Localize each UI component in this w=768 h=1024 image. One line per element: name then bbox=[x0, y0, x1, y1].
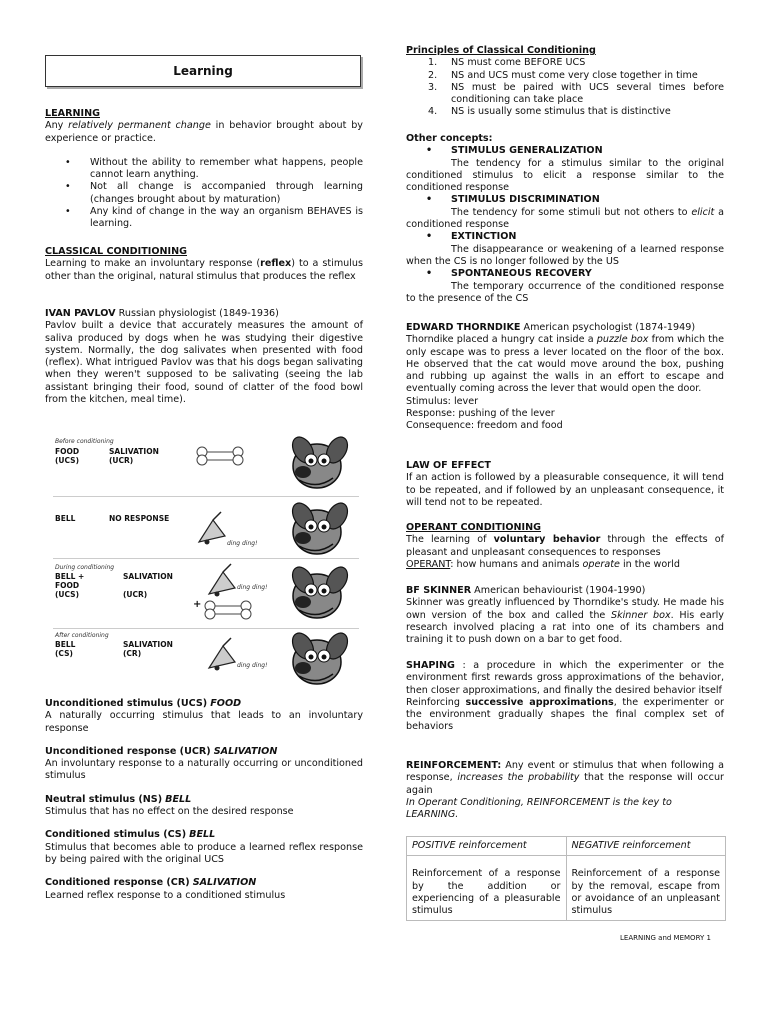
list-item: 1. NS must come BEFORE UCS bbox=[428, 57, 586, 69]
reinforcement-key: In Operant Conditioning, REINFORCEMENT is the key to LEARNING. bbox=[406, 796, 672, 821]
reinforcement-table bbox=[406, 836, 726, 921]
page-title: Learning bbox=[45, 55, 361, 87]
other-concepts-section bbox=[406, 133, 724, 305]
bone-icon bbox=[195, 446, 247, 468]
salivation-cr-label: SALIVATION (CR) bbox=[123, 640, 173, 658]
bell-food-label: BELL + FOOD (UCS) bbox=[55, 572, 85, 599]
concept-text: The tendency for a stimulus similar to the original conditioned stimulus to elicit a response similar to the conditioned response bbox=[406, 157, 724, 194]
operant-conditioning-section bbox=[406, 522, 724, 571]
law-of-effect-section bbox=[406, 460, 724, 509]
list-item: • Not all change is accompanied through learning (changes brought about by maturation) bbox=[45, 181, 363, 206]
cc-definition: Learning to make an involuntary response (reflex) to a stimulus other than the original, natural stimulus that produces the reflex bbox=[45, 258, 364, 282]
learning-bullets bbox=[45, 157, 363, 231]
concept-text: The disappearance or weakening of a learned response when the CS is no longer followed by the US bbox=[406, 243, 724, 267]
negative-header: NEGATIVE reinforcement bbox=[566, 837, 726, 856]
principles-list bbox=[406, 57, 724, 118]
principles-section bbox=[406, 45, 724, 119]
dog-icon bbox=[289, 632, 349, 692]
thorndike-text: Thorndike placed a hungry cat inside a puzzle box from which the only escape was to press a lever located on the floor of the box. He observed that the cat would move around the box, pushing and rubbing up against the walls in an effort to escape and eventually coming across the lever that would open the door. bbox=[406, 334, 724, 395]
pavlov-heading: IVAN PAVLOV Russian physiologist (1849-1936) bbox=[45, 308, 279, 319]
learning-definition: Any relatively permanent change in behavior brought about by experience or practice. bbox=[45, 120, 363, 144]
bone-icon bbox=[203, 600, 255, 622]
consequence-line: Consequence: freedom and food bbox=[406, 420, 563, 432]
definition-ucr: Unconditioned response (UCR) SALIVATION An involuntary response to a naturally occurring or unconditioned stimulus bbox=[45, 745, 363, 782]
ding-text: ding ding! bbox=[237, 584, 268, 591]
dog-icon bbox=[289, 566, 349, 626]
learning-section bbox=[45, 108, 363, 231]
ding-text: ding ding! bbox=[227, 540, 258, 547]
list-item: 4. NS is usually some stimulus that is distinctive bbox=[428, 106, 671, 118]
stimulus-line: Stimulus: lever bbox=[406, 395, 479, 407]
other-concepts-heading: Other concepts: bbox=[406, 133, 493, 144]
food-label: FOOD (UCS) bbox=[55, 447, 80, 465]
before-label: Before conditioning bbox=[55, 438, 114, 445]
reinforcement-section bbox=[406, 760, 724, 821]
negative-text: Reinforcement of a response by the removal, escape from or avoidance of an unpleasant stimulus bbox=[566, 856, 726, 921]
reinforcing-text: Reinforcing successive approximations, the experimenter or the environment gradually shapes the final complex set of behaviors bbox=[406, 696, 724, 733]
concept-extinction: • EXTINCTION bbox=[406, 231, 724, 243]
concept-discrimination: • STIMULUS DISCRIMINATION bbox=[406, 194, 724, 206]
shaping-section bbox=[406, 660, 724, 734]
concept-text: The tendency for some stimuli but not others to elicit a conditioned response bbox=[406, 206, 724, 231]
learning-heading: LEARNING bbox=[45, 108, 100, 119]
reinforcement-text: REINFORCEMENT: Any event or stimulus that when following a response, increases the probability that the response will occur again bbox=[406, 760, 724, 796]
principles-heading: Principles of Classical Conditioning bbox=[406, 45, 596, 56]
pavlov-figure bbox=[53, 432, 359, 694]
definitions bbox=[45, 698, 363, 902]
page-footer: LEARNING and MEMORY 1 bbox=[620, 934, 711, 942]
cc-heading: CLASSICAL CONDITIONING bbox=[45, 246, 187, 257]
law-of-effect-text: If an action is followed by a pleasurable consequence, it will tend to be repeated, and if followed by an unpleasant consequence, it will tend not to be repeated. bbox=[406, 472, 724, 508]
thorndike-section bbox=[406, 322, 724, 433]
pavlov-section bbox=[45, 308, 363, 406]
figure-row-bell bbox=[53, 502, 359, 558]
during-label: During conditioning bbox=[55, 564, 115, 571]
oc-operant-line: OPERANT: how humans and animals operate in the world bbox=[406, 558, 680, 570]
oc-heading: OPERANT CONDITIONING bbox=[406, 522, 541, 533]
definition-ucs: Unconditioned stimulus (UCS) FOOD A naturally occurring stimulus that leads to an involuntary response bbox=[45, 698, 363, 734]
list-item: • Any kind of change in the way an organism BEHAVES is learning. bbox=[45, 206, 363, 231]
figure-row-after bbox=[53, 630, 359, 694]
salivation-label: SALIVATION (UCR) bbox=[109, 447, 159, 465]
skinner-text: Skinner was greatly influenced by Thorndike's study. He made his own version of the box and called the Skinner box. His early research involved placing a rat into one of its chambers and training it to push down on a bar to get food. bbox=[406, 597, 724, 646]
definition-cr: Conditioned response (CR) SALIVATION Learned reflex response to a conditioned stimulus bbox=[45, 877, 286, 901]
definition-ns: Neutral stimulus (NS) BELL Stimulus that has no effect on the desired response bbox=[45, 793, 294, 818]
figure-row-before bbox=[53, 432, 359, 496]
salivation-label: SALIVATION (UCR) bbox=[123, 572, 173, 599]
pavlov-text: Pavlov built a device that accurately measures the amount of saliva produced by dogs when he was studying their digestive system. Normally, the dog salivates when presented with food (reflex). What intrigued Pavlov was that his dogs began salivating when they weren't supposed to be salivating (seeing the lab assistant bringing their food, sound of clatter of the food bowl from the kitchen, meal time). bbox=[45, 320, 363, 406]
figure-row-during bbox=[53, 562, 359, 626]
thorndike-heading: EDWARD THORNDIKE American psychologist (1874-1949) bbox=[406, 322, 696, 333]
positive-text: Reinforcement of a response by the addition or experiencing of a pleasurable stimulus bbox=[407, 856, 567, 921]
classical-conditioning-section bbox=[45, 246, 363, 283]
plus-sign: + bbox=[193, 599, 202, 610]
bell-cs-label: BELL (CS) bbox=[55, 640, 76, 658]
ding-text: ding ding! bbox=[237, 662, 268, 669]
skinner-section bbox=[406, 585, 724, 646]
oc-text: The learning of voluntary behavior through the effects of pleasant and unpleasant consequences to responses bbox=[406, 534, 724, 558]
concept-spontaneous-recovery: • SPONTANEOUS RECOVERY bbox=[406, 268, 724, 280]
dog-icon bbox=[289, 436, 349, 496]
law-of-effect-heading: LAW OF EFFECT bbox=[406, 460, 491, 471]
no-response-label: NO RESPONSE bbox=[109, 514, 170, 523]
definition-cs: Conditioned stimulus (CS) BELL Stimulus that becomes able to produce a learned reflex response by being paired with the original UCS bbox=[45, 829, 363, 865]
dog-icon bbox=[289, 502, 349, 558]
positive-header: POSITIVE reinforcement bbox=[407, 837, 567, 856]
skinner-heading: BF SKINNER American behaviourist (1904-1990) bbox=[406, 585, 646, 596]
concept-text: The temporary occurrence of the conditioned response to the presence of the CS bbox=[406, 280, 724, 304]
shaping-text: SHAPING : a procedure in which the experimenter or the environment first rewards gross approximations of the behavior, then closer approximations, and finally the desired behavior itself bbox=[406, 660, 724, 696]
response-line: Response: pushing of the lever bbox=[406, 408, 555, 420]
concepts-list bbox=[406, 145, 724, 157]
after-label: After conditioning bbox=[55, 632, 109, 639]
list-item: 2. NS and UCS must come very close together in time bbox=[428, 69, 698, 81]
list-item: 3. NS must be paired with UCS several times before conditioning can take place bbox=[428, 81, 724, 106]
concept-generalization: • STIMULUS GENERALIZATION bbox=[406, 145, 724, 157]
bell-label: BELL bbox=[55, 514, 76, 523]
list-item: • Without the ability to remember what happens, people cannot learn anything. bbox=[45, 157, 363, 182]
